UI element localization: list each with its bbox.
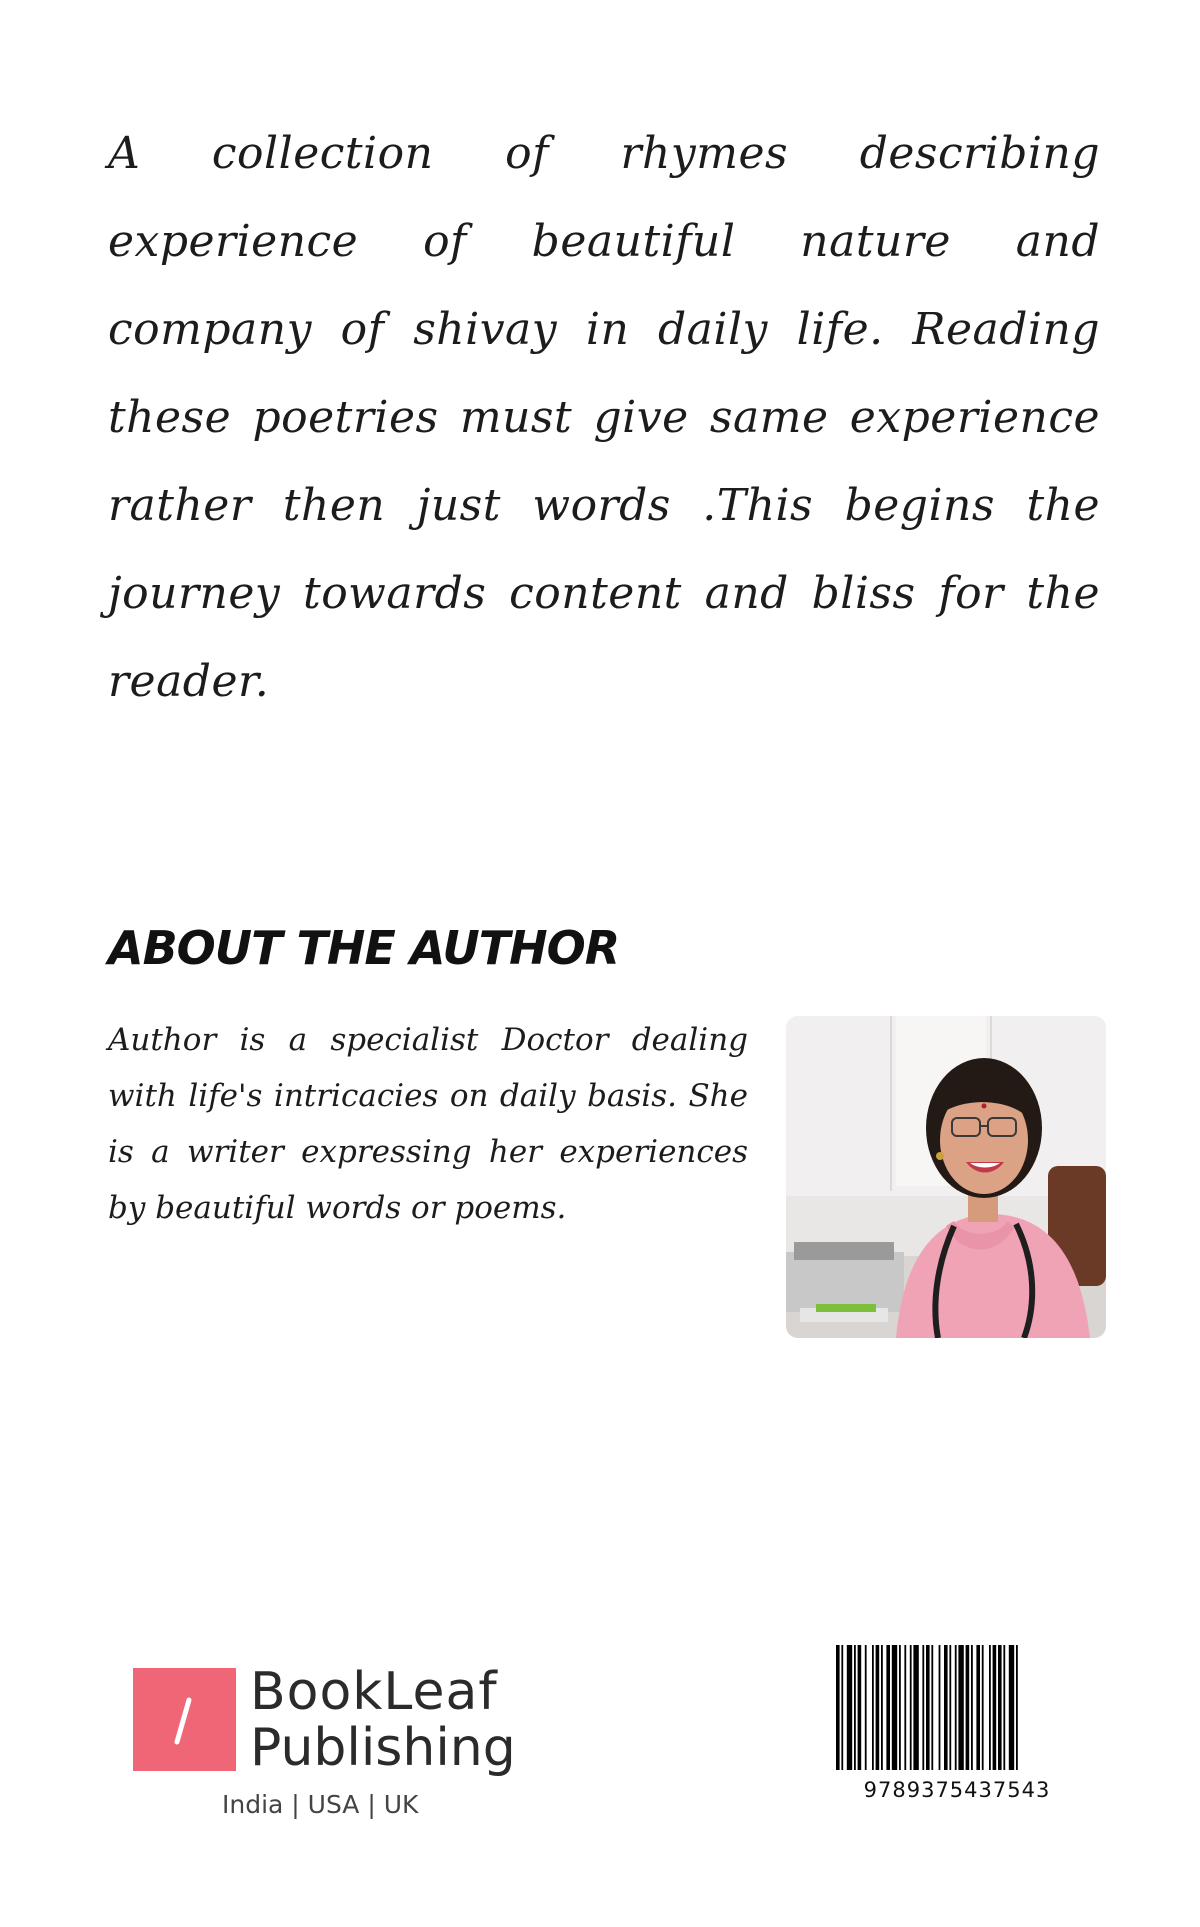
publisher-name-line1: BookLeaf [250, 1662, 498, 1722]
author-photo [786, 1016, 1106, 1338]
publisher-logo [133, 1662, 523, 1778]
publisher-regions: India | USA | UK [222, 1790, 419, 1819]
book-blurb: A collection of rhymes describing experience of beautiful nature and company of shivay in daily life. Reading these poetries must give same experience rather then just words .This begins the journey towards content and bliss for the reader. [108, 128, 1100, 707]
about-author-heading: ABOUT THE AUTHOR [108, 921, 620, 975]
about-author-text: Author is a specialist Doctor dealing with life's intricacies on daily basis. She is a writer expressing her experiences by beautiful words or poems. [108, 1022, 748, 1226]
isbn-barcode [832, 1645, 1082, 1775]
publisher-name-line2: Publishing [250, 1718, 516, 1778]
publisher-logo-mark [133, 1668, 236, 1771]
isbn-number: 9789375437543 [863, 1778, 1051, 1802]
